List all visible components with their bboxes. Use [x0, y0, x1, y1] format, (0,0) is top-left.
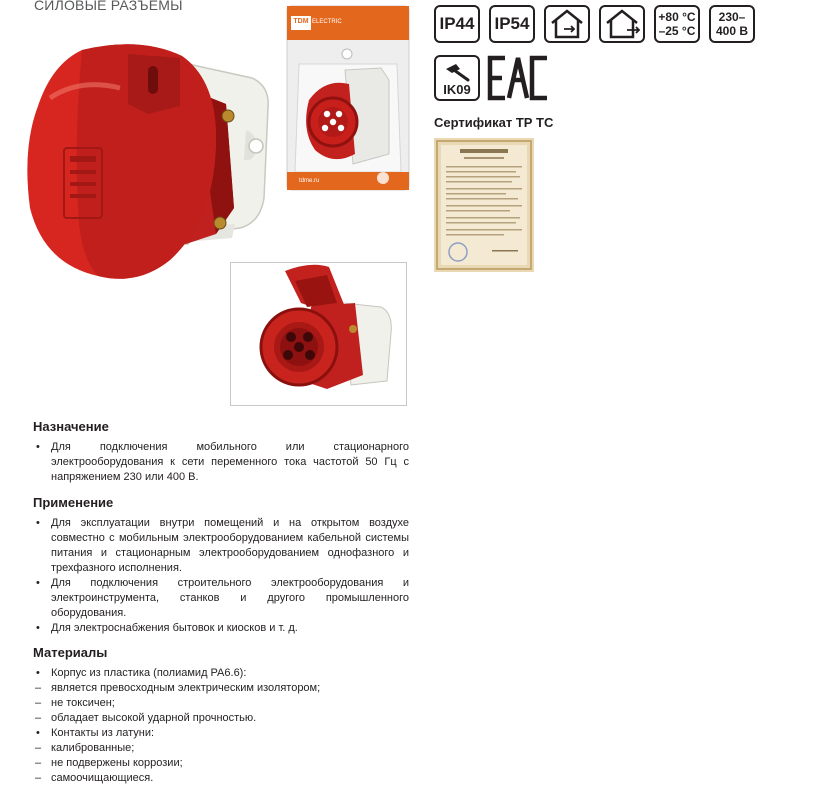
ip44-icon: IP44	[434, 5, 480, 43]
list-subitem: – обладает высокой ударной прочностью.	[33, 711, 409, 726]
voltage-line-2: 400 В	[715, 24, 749, 38]
ip54-icon: IP54	[489, 5, 535, 43]
materials-list	[33, 666, 409, 786]
list-item: • Для подключения мобильного или стационарного электрооборудования к сети переменного тока частотой 50 Гц с напряжением 230 или 400 В.	[33, 440, 409, 485]
package-brand-text: ELECTRIC	[312, 19, 342, 25]
list-subitem: – является превосходным электрическим изолятором;	[33, 681, 409, 696]
certificate-title: Сертификат ТР ТС	[434, 115, 554, 130]
list-subitem: – самоочищающиеся.	[33, 771, 409, 786]
ik09-label: IK09	[443, 81, 471, 97]
socket-open-lid-photo	[230, 262, 407, 406]
purpose-list	[33, 440, 409, 485]
indoor-use-icon	[544, 5, 590, 43]
voltage-line-1: 230–	[718, 10, 746, 24]
list-item: • Для подключения строительного электрооборудования и электроинструмента, станков и другого промышленного оборудования.	[33, 576, 409, 621]
temperature-range-icon	[654, 5, 700, 43]
hammer-icon	[442, 61, 472, 83]
outdoor-use-icon	[599, 5, 645, 43]
ik09-impact-icon	[434, 55, 480, 101]
list-item: • Корпус из пластика (полиамид PA6.6):	[33, 666, 409, 681]
purpose-heading: Назначение	[33, 419, 109, 434]
list-item: • Для эксплуатации внутри помещений и на открытом воздухе совместно с мобильным электрооборудованием кабельной системы питания и стационарным электрооборудованием однофазного и трехфазного исполнения.	[33, 516, 409, 576]
temperature-high: +80 °C	[658, 10, 696, 24]
certificate-document-image	[434, 138, 534, 272]
materials-heading: Материалы	[33, 645, 108, 660]
application-list	[33, 516, 409, 636]
socket-product-photo	[20, 38, 282, 286]
application-heading: Применение	[33, 495, 114, 510]
voltage-icon	[709, 5, 755, 43]
list-subitem: – калиброванные;	[33, 741, 409, 756]
list-item: • Для электроснабжения бытовок и киосков и т. д.	[33, 621, 409, 636]
package-brand-badge: TDM	[293, 18, 309, 25]
page-section-title: СИЛОВЫЕ РАЗЪЕМЫ	[34, 0, 183, 13]
package-photo	[285, 4, 411, 192]
socket-open-lid-drawing	[231, 263, 406, 405]
package-site: tdme.ru	[299, 178, 320, 184]
list-subitem: – не токсичен;	[33, 696, 409, 711]
list-subitem: – не подвержены коррозии;	[33, 756, 409, 771]
eac-icon	[487, 55, 549, 101]
list-item: • Контакты из латуни:	[33, 726, 409, 741]
temperature-low: –25 °C	[658, 24, 696, 38]
